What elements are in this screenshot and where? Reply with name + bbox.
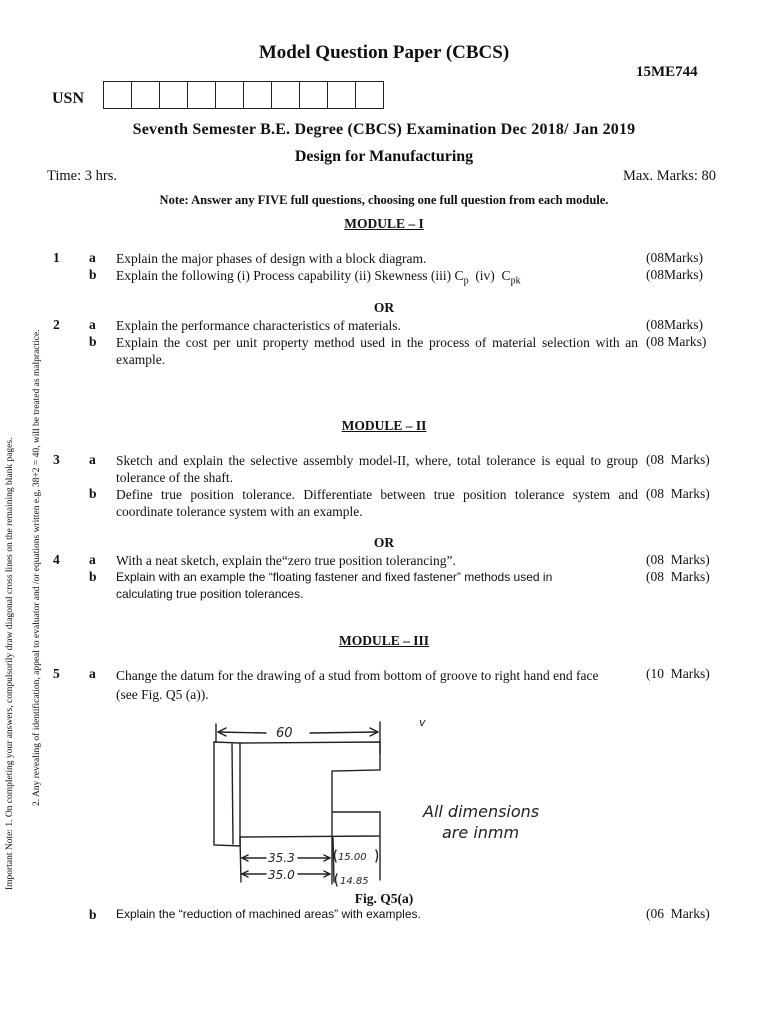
question-marks: (10 Marks) bbox=[646, 666, 710, 681]
subject-title: Design for Manufacturing bbox=[294, 148, 474, 165]
side-note-2: 2. Any revealing of identification, appeal to evaluator and /or equations written e.g, 38+2 = 40, will be treated as malpractice. bbox=[32, 329, 42, 806]
question-text: With a neat sketch, explain the“zero true position tolerancing”. bbox=[116, 553, 456, 568]
question-marks: (08Marks) bbox=[646, 250, 703, 265]
part-label: b bbox=[89, 569, 97, 584]
part-label: b bbox=[89, 267, 97, 282]
subject-code: 15ME744 bbox=[636, 64, 698, 80]
question-number: 1 bbox=[53, 250, 60, 265]
question-text-part: Explain the following (i) Process capability (ii) Skewness (iii) C bbox=[116, 268, 464, 283]
exam-title: Seventh Semester B.E. Degree (CBCS) Examination Dec 2018/ Jan 2019 bbox=[132, 121, 636, 138]
usn-box bbox=[187, 81, 216, 109]
part-label: b bbox=[89, 486, 97, 501]
question-text: Explain the “reduction of machined areas” with examples. bbox=[116, 907, 421, 921]
question-number: 4 bbox=[53, 552, 60, 567]
dimension-label: 14.85 bbox=[340, 876, 369, 887]
figure-note: All dimensions bbox=[423, 802, 540, 821]
part-label: a bbox=[89, 452, 96, 467]
question-number: 2 bbox=[53, 317, 60, 332]
module-1-heading: MODULE – I bbox=[344, 216, 424, 231]
dimension-label: 35.3 bbox=[268, 851, 295, 865]
question-marks: (08 Marks) bbox=[646, 569, 710, 584]
part-label: b bbox=[89, 907, 97, 922]
part-label: a bbox=[89, 666, 96, 681]
side-note-1: Important Note: 1. On completing your answers, compulsorily draw diagonal cross lines on the remaining blank pages. bbox=[5, 437, 15, 890]
or-separator: OR bbox=[373, 535, 395, 550]
question-text: Explain with an example the “floating fastener and fixed fastener” methods used in calculating true position tolerances. bbox=[116, 570, 553, 601]
usn-label: USN bbox=[52, 90, 85, 107]
usn-box bbox=[159, 81, 188, 109]
usn-box bbox=[271, 81, 300, 109]
instruction-note: Note: Answer any FIVE full questions, choosing one full question from each module. bbox=[159, 193, 609, 207]
usn-box bbox=[299, 81, 328, 109]
or-separator: OR bbox=[373, 300, 395, 315]
figure-note: are inmm bbox=[442, 823, 520, 842]
stud-drawing-figure bbox=[200, 712, 560, 892]
stray-mark: v bbox=[419, 716, 426, 729]
question-marks: (08 Marks) bbox=[646, 334, 707, 349]
question-number: 3 bbox=[53, 452, 60, 467]
time-allowed: Time: 3 hrs. bbox=[47, 168, 117, 184]
usn-box bbox=[103, 81, 132, 109]
max-marks: Max. Marks: 80 bbox=[622, 168, 716, 184]
question-marks: (08Marks) bbox=[646, 267, 703, 282]
question-text: Explain the cost per unit property method used in the process of material selection with an example. bbox=[116, 335, 638, 367]
usn-box bbox=[243, 81, 272, 109]
paper-title: Model Question Paper (CBCS) bbox=[258, 42, 510, 63]
part-label: b bbox=[89, 334, 97, 349]
part-label: a bbox=[89, 250, 96, 265]
question-text: Explain the performance characteristics of materials. bbox=[116, 318, 401, 333]
question-text bbox=[116, 267, 638, 290]
question-text-part: (iv) C bbox=[468, 268, 511, 283]
usn-box bbox=[131, 81, 160, 109]
dimension-label: 35.0 bbox=[268, 868, 295, 882]
figure-caption: Fig. Q5(a) bbox=[354, 891, 414, 906]
question-text: Change the datum for the drawing of a stud from bottom of groove to right hand end face (see Fig. Q5 (a)). bbox=[116, 668, 599, 702]
question-text: Define true position tolerance. Differentiate between true position tolerance system and coordinate tolerance system with an example. bbox=[116, 487, 638, 519]
usn-box bbox=[327, 81, 356, 109]
module-3-heading: MODULE – III bbox=[338, 633, 429, 648]
subscript: p bbox=[463, 275, 469, 287]
question-marks: (08 Marks) bbox=[646, 452, 710, 467]
dimension-label: 60 bbox=[276, 726, 293, 741]
question-marks: (08Marks) bbox=[646, 317, 703, 332]
module-2-heading: MODULE – II bbox=[341, 418, 427, 433]
part-label: a bbox=[89, 317, 96, 332]
question-text: Explain the major phases of design with a block diagram. bbox=[116, 251, 427, 266]
question-number: 5 bbox=[53, 666, 60, 681]
question-text: Sketch and explain the selective assembly model-II, where, total tolerance is equal to group tolerance of the shaft. bbox=[116, 453, 638, 485]
question-marks: (08 Marks) bbox=[646, 486, 710, 501]
question-marks: (08 Marks) bbox=[646, 552, 710, 567]
part-label: a bbox=[89, 552, 96, 567]
usn-boxes bbox=[104, 81, 384, 109]
dimension-label: 15.00 bbox=[338, 852, 367, 863]
usn-box bbox=[215, 81, 244, 109]
question-marks: (06 Marks) bbox=[646, 906, 710, 921]
usn-box bbox=[355, 81, 384, 109]
subscript: pk bbox=[510, 275, 521, 287]
